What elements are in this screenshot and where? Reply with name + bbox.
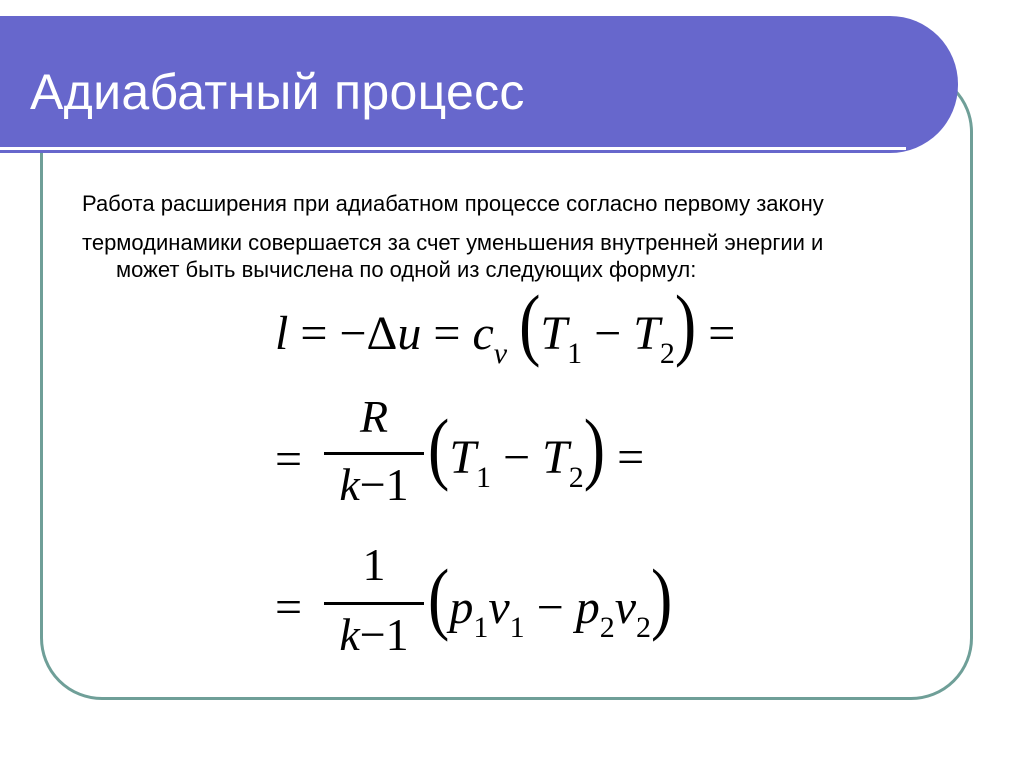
symbol-u: u xyxy=(397,307,422,360)
delta-symbol: Δ xyxy=(366,307,398,360)
right-paren: ) xyxy=(583,403,606,492)
subscript-2: 2 xyxy=(568,461,584,494)
slide-title: Адиабатный процесс xyxy=(30,64,525,120)
title-bar xyxy=(0,16,958,153)
fraction-R-over-k-1 xyxy=(322,392,426,512)
minus-one: −1 xyxy=(359,609,409,660)
symbol-k: k xyxy=(339,609,360,660)
symbol-v2: v xyxy=(614,581,637,634)
fraction-bar xyxy=(324,602,424,605)
formula-row-3-tail xyxy=(428,553,673,646)
paragraph-line-1: Работа расширения при адиабатном процессе согласно первому закону xyxy=(82,191,824,216)
equals-sign: = xyxy=(433,307,461,360)
fraction-bar xyxy=(324,452,424,455)
symbol-T2: T xyxy=(633,307,660,360)
formula-row-3-lead xyxy=(275,576,302,640)
subscript-2: 2 xyxy=(636,611,652,644)
left-paren: ( xyxy=(428,553,450,642)
symbol-c: c xyxy=(472,307,494,360)
minus-sign: − xyxy=(536,581,564,634)
left-paren: ( xyxy=(428,403,450,492)
title-underline xyxy=(0,147,906,150)
subscript-1: 1 xyxy=(567,337,583,370)
equals-sign: = xyxy=(708,307,736,360)
subscript-1: 1 xyxy=(476,461,492,494)
subscript-2: 2 xyxy=(659,337,675,370)
right-paren: ) xyxy=(651,553,673,642)
fraction-numerator: R xyxy=(359,391,389,442)
subscript-1: 1 xyxy=(509,611,525,644)
subscript-2: 2 xyxy=(599,611,615,644)
symbol-p1: p xyxy=(449,581,474,634)
symbol-T2: T xyxy=(542,431,569,484)
symbol-v1: v xyxy=(488,581,510,634)
symbol-T1: T xyxy=(540,307,568,360)
minus-sign: − xyxy=(594,307,622,360)
formula-row-1 xyxy=(275,279,736,372)
minus-one: −1 xyxy=(359,459,409,510)
right-paren: ) xyxy=(674,279,697,368)
minus-sign: − xyxy=(339,307,367,360)
symbol-k: k xyxy=(339,459,360,510)
paragraph-line-2: термодинамики совершается за счет уменьшения внутренней энергии и xyxy=(82,230,824,255)
minus-sign: − xyxy=(503,431,531,484)
equals-sign: = xyxy=(617,431,645,484)
fraction-denominator xyxy=(322,460,426,510)
subscript-1: 1 xyxy=(473,611,489,644)
equals-sign: = xyxy=(275,433,303,486)
paragraph-line-3: может быть вычислена по одной из следующих формул: xyxy=(116,257,697,282)
fraction-1-over-k-1 xyxy=(322,540,426,660)
symbol-l: l xyxy=(275,307,289,360)
formula-row-2-lead xyxy=(275,428,302,492)
subscript-v: v xyxy=(493,337,508,370)
left-paren: ( xyxy=(519,279,541,368)
fraction-numerator: 1 xyxy=(362,539,386,590)
symbol-p2: p xyxy=(575,581,600,634)
equals-sign: = xyxy=(275,581,303,634)
formula-row-2-tail xyxy=(428,403,645,496)
fraction-denominator xyxy=(322,610,426,660)
equals-sign: = xyxy=(300,307,328,360)
symbol-T1: T xyxy=(449,431,477,484)
